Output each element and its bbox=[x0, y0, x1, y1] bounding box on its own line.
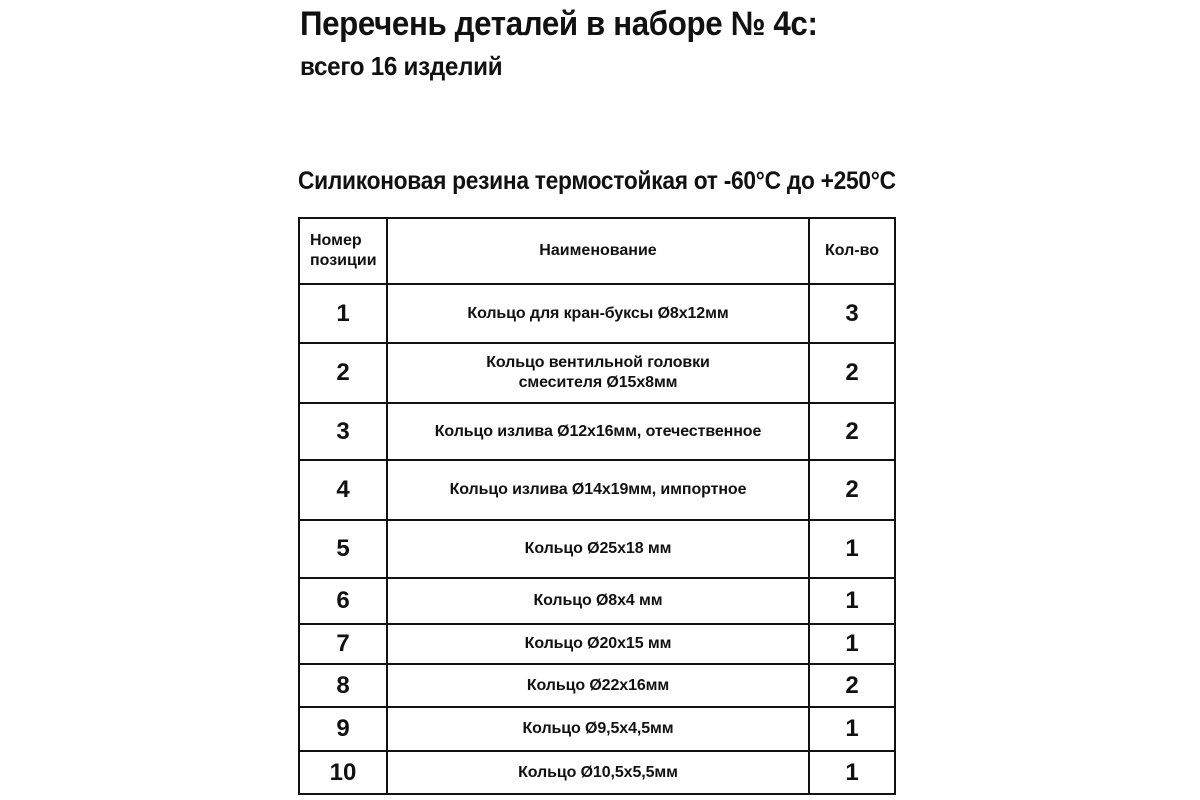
name-cell: Кольцо Ø20x15 мм bbox=[387, 624, 809, 664]
qty-cell: 1 bbox=[809, 751, 895, 794]
column-header-position bbox=[299, 218, 387, 284]
qty-cell: 3 bbox=[809, 284, 895, 343]
name-cell: Кольцо вентильной головки смесителя Ø15x8мм bbox=[387, 343, 809, 403]
table-row bbox=[299, 343, 895, 403]
position-cell: 5 bbox=[299, 520, 387, 578]
qty-cell: 2 bbox=[809, 343, 895, 403]
column-header-qty: Кол-во bbox=[809, 218, 895, 284]
page-title: Перечень деталей в наборе № 4с: bbox=[300, 5, 818, 43]
qty-cell: 1 bbox=[809, 707, 895, 751]
qty-cell: 1 bbox=[809, 624, 895, 664]
name-cell: Кольцо излива Ø12x16мм, отечественное bbox=[387, 403, 809, 460]
column-header-position-label: Номер позиции bbox=[310, 232, 377, 269]
position-cell: 1 bbox=[299, 284, 387, 343]
qty-cell: 2 bbox=[809, 664, 895, 707]
parts-table-body bbox=[299, 284, 895, 794]
position-cell: 6 bbox=[299, 578, 387, 624]
table-row bbox=[299, 284, 895, 343]
table-row bbox=[299, 520, 895, 578]
page-subtitle: всего 16 изделий bbox=[300, 51, 503, 81]
material-note: Силиконовая резина термостойкая от -60°С до +250°С bbox=[298, 167, 896, 195]
position-cell: 2 bbox=[299, 343, 387, 403]
table-row bbox=[299, 578, 895, 624]
name-cell: Кольцо Ø25x18 мм bbox=[387, 520, 809, 578]
name-cell: Кольцо для кран-буксы Ø8x12мм bbox=[387, 284, 809, 343]
position-cell: 7 bbox=[299, 624, 387, 664]
qty-cell: 2 bbox=[809, 460, 895, 520]
qty-cell: 1 bbox=[809, 578, 895, 624]
name-cell: Кольцо Ø8x4 мм bbox=[387, 578, 809, 624]
position-cell: 4 bbox=[299, 460, 387, 520]
name-cell: Кольцо Ø22x16мм bbox=[387, 664, 809, 707]
position-cell: 8 bbox=[299, 664, 387, 707]
column-header-name: Наименование bbox=[387, 218, 809, 284]
header-row bbox=[299, 218, 895, 284]
name-cell: Кольцо Ø9,5x4,5мм bbox=[387, 707, 809, 751]
table-row bbox=[299, 707, 895, 751]
table-row bbox=[299, 403, 895, 460]
table-row bbox=[299, 664, 895, 707]
name-cell: Кольцо излива Ø14x19мм, импортное bbox=[387, 460, 809, 520]
position-cell: 10 bbox=[299, 751, 387, 794]
table-row bbox=[299, 624, 895, 664]
qty-cell: 2 bbox=[809, 403, 895, 460]
parts-table bbox=[298, 217, 896, 795]
name-cell: Кольцо Ø10,5x5,5мм bbox=[387, 751, 809, 794]
position-cell: 9 bbox=[299, 707, 387, 751]
table-row bbox=[299, 751, 895, 794]
position-cell: 3 bbox=[299, 403, 387, 460]
table-row bbox=[299, 460, 895, 520]
qty-cell: 1 bbox=[809, 520, 895, 578]
parts-table-header bbox=[299, 218, 895, 284]
